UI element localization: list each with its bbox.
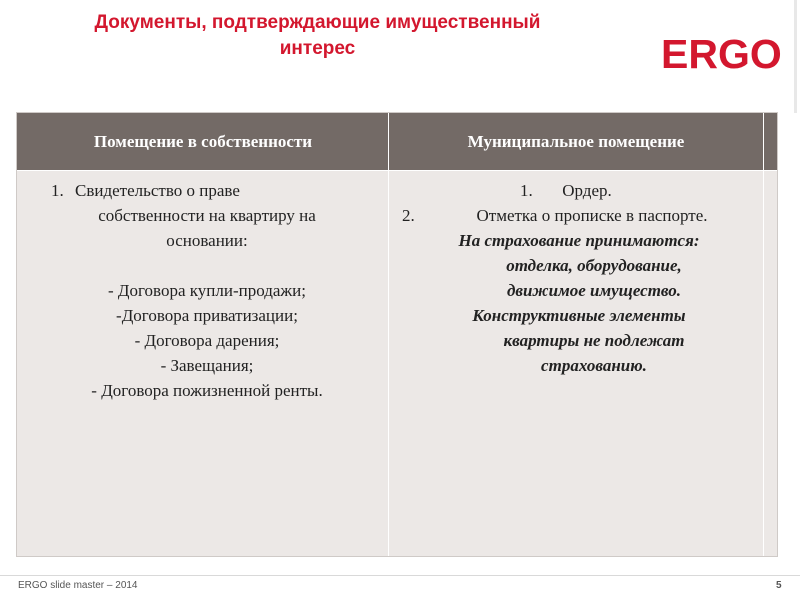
list-item [399, 178, 759, 203]
list-item-text: Отметка о прописке в паспорте. [476, 206, 708, 225]
owned-property-cell [47, 178, 367, 403]
table-header-municipal-property: Муниципальное помещение [467, 131, 685, 151]
footer-divider [0, 575, 800, 576]
ergo-logo: ERGO [661, 31, 782, 77]
column-divider [388, 113, 389, 556]
page-number: 5 [776, 580, 782, 591]
list-item [47, 178, 367, 203]
list-item-text: Свидетельство о праве [75, 181, 240, 200]
list-number: 1. [520, 181, 533, 200]
list-item-continuation: основании: [166, 231, 248, 250]
list-item-text: Ордер. [562, 181, 612, 200]
list-item-continuation: собственности на квартиру на [98, 206, 316, 225]
list-item [399, 203, 759, 228]
spacer [47, 253, 367, 278]
documents-table [16, 112, 778, 557]
column-divider [763, 113, 764, 556]
contract-item: - Завещания; [160, 356, 254, 375]
insurance-note-line: страхованию. [541, 356, 647, 375]
contract-item: - Договора купли-продажи; [108, 281, 306, 300]
municipal-property-cell [399, 178, 759, 378]
decorative-line [794, 0, 797, 113]
table-header-row [17, 113, 777, 170]
insurance-note-line: отделка, оборудование, [506, 256, 682, 275]
list-number: 2. [402, 206, 415, 225]
slide-title-line1: Документы, подтверждающие имущественный [94, 12, 541, 33]
insurance-note-line: На страхование принимаются: [458, 231, 700, 250]
table-header-owned-property: Помещение в собственности [93, 131, 313, 151]
insurance-note-line: Конструктивные элементы [472, 306, 686, 325]
insurance-note-line: движимое имущество. [506, 281, 682, 300]
contract-item: -Договора приватизации; [116, 306, 298, 325]
slide-title [30, 10, 605, 62]
footer-text: ERGO slide master – 2014 [18, 580, 138, 591]
contract-item: - Договора пожизненной ренты. [91, 381, 323, 400]
row-divider [17, 170, 777, 171]
insurance-note-line: квартиры не подлежат [503, 331, 685, 350]
list-number: 1. [51, 181, 64, 200]
slide-title-line2: интерес [279, 38, 356, 59]
contract-item: - Договора дарения; [134, 331, 280, 350]
